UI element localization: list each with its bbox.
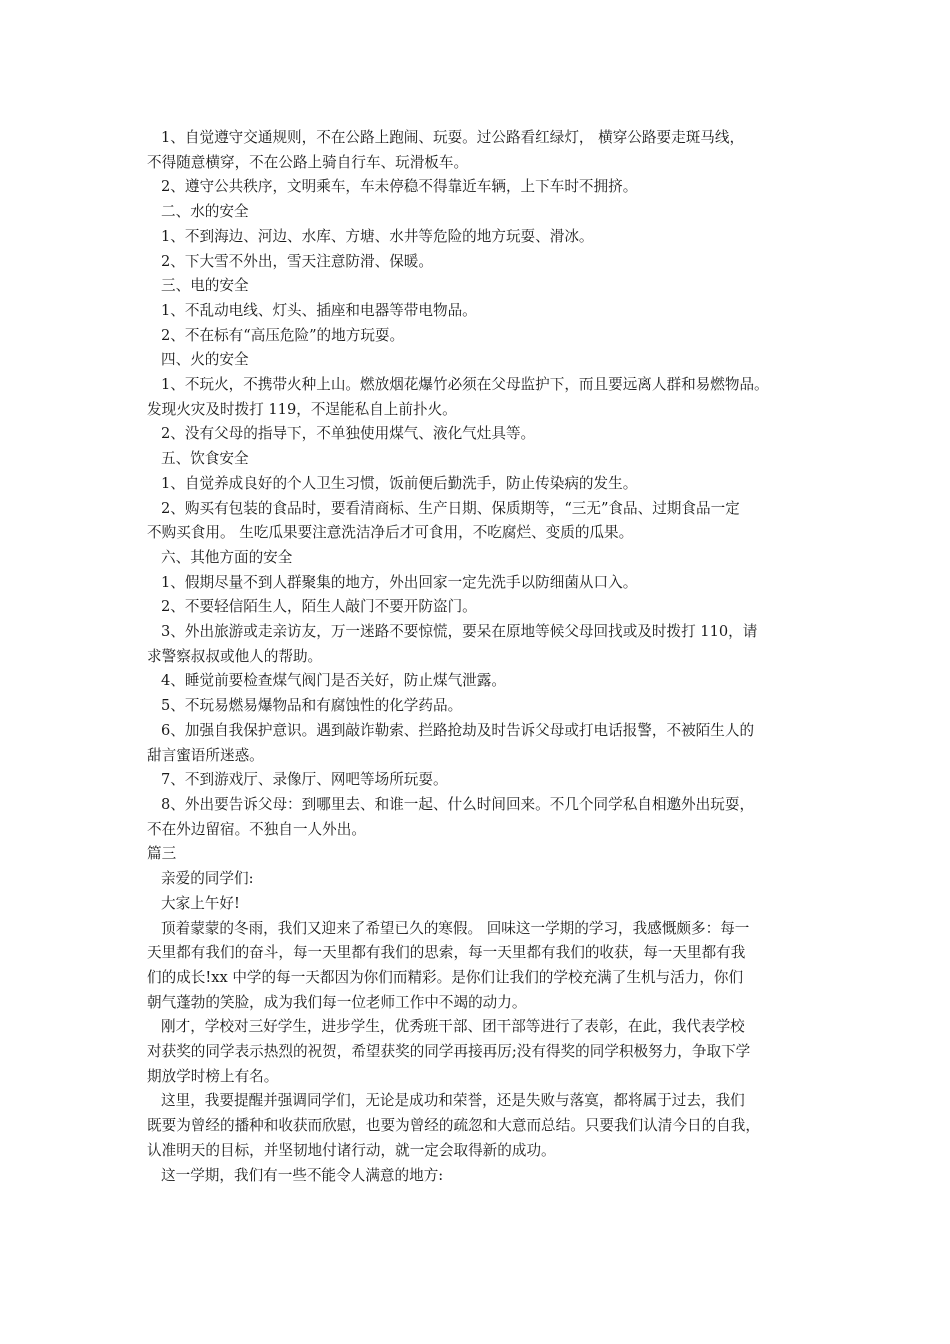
document-body: [147, 126, 819, 1188]
text-line: 发现火灾及时拨打 119，不逞能私自上前扑火。: [147, 400, 457, 418]
text-line: 2、不要轻信陌生人，陌生人敲门不要开防盗门。: [161, 598, 477, 616]
section-heading-electricity: 三、电的安全: [161, 277, 249, 295]
text-line: 期放学时榜上有名。: [147, 1067, 279, 1085]
text-line: 5、不玩易燃易爆物品和有腐蚀性的化学药品。: [161, 697, 463, 715]
text-line: 7、不到游戏厅、录像厅、网吧等场所玩耍。: [161, 771, 448, 789]
text-line: 求警察叔叔或他人的帮助。: [147, 647, 323, 665]
salutation: 亲爱的同学们:: [161, 870, 254, 888]
text-line: 甜言蜜语所迷惑。: [147, 746, 264, 764]
text-line: 天里都有我们的奋斗，每一天里都有我们的思索，每一天里都有我们的收获，每一天里都有我: [147, 944, 746, 962]
text-line: 这一学期，我们有一些不能令人满意的地方:: [161, 1166, 444, 1184]
text-line: 认准明天的目标，并坚韧地付诸行动，就一定会取得新的成功。: [147, 1141, 556, 1159]
text-line: 对获奖的同学表示热烈的祝贺，希望获奖的同学再接再厉;没有得奖的同学积极努力，争取下学: [147, 1043, 751, 1061]
text-line: 1、不到海边、河边、水库、方塘、水井等危险的地方玩耍、滑冰。: [161, 227, 594, 245]
text-line: 1、假期尽量不到人群聚集的地方，外出回家一定先洗手以防细菌从口入。: [161, 573, 638, 591]
text-line: 2、下大雪不外出，雪天注意防滑、保暖。: [161, 252, 433, 270]
text-line: 们的成长!xx 中学的每一天都因为你们而精彩。是你们让我们的学校充满了生机与活力，你们: [147, 968, 744, 986]
text-line: 这里，我要提醒并强调同学们，无论是成功和荣誉，还是失败与落寞，都将属于过去，我们: [161, 1092, 745, 1110]
text-line: 4、睡觉前要检查煤气阀门是否关好，防止煤气泄露。: [161, 672, 506, 690]
text-line: 不购买食用。 生吃瓜果要注意洗洁净后才可食用，不吃腐烂、变质的瓜果。: [147, 524, 634, 542]
section-heading-fire: 四、火的安全: [161, 351, 249, 369]
text-line: 不得随意横穿，不在公路上骑自行车、玩滑板车。: [147, 153, 469, 171]
text-line: 不在外边留宿。不独自一人外出。: [147, 820, 366, 838]
greeting: 大家上午好!: [161, 894, 240, 912]
section-heading-other: 六、其他方面的安全: [161, 548, 293, 566]
text-line: 既要为曾经的播种和收获而欣慰，也要为曾经的疏忽和大意而总结。只要我们认清今日的自我，: [147, 1117, 760, 1135]
section-heading-water: 二、水的安全: [161, 203, 249, 221]
text-line: 朝气蓬勃的笑脸，成为我们每一位老师工作中不竭的动力。: [147, 993, 527, 1011]
text-line: 1、自觉养成良好的个人卫生习惯，饭前便后勤洗手，防止传染病的发生。: [161, 474, 638, 492]
text-line: 3、外出旅游或走亲访友，万一迷路不要惊慌，要呆在原地等候父母回找或及时拨打 110，请: [161, 623, 758, 641]
text-line: 2、不在标有“高压危险”的地方玩耍。: [161, 326, 405, 344]
text-line: 6、加强自我保护意识。遇到敲诈勒索、拦路抢劫及时告诉父母或打电话报警，不被陌生人的: [161, 721, 755, 739]
text-line: 2、没有父母的指导下，不单独使用煤气、液化气灶具等。: [161, 425, 536, 443]
text-line: 1、不玩火，不携带火种上山。燃放烟花爆竹必须在父母监护下，而且要远离人群和易燃物品。: [161, 376, 769, 394]
text-line: 8、外出要告诉父母：到哪里去、和谁一起、什么时间回来。不几个同学私自相邀外出玩耍，: [161, 795, 755, 813]
text-line: 2、遵守公共秩序，文明乘车，车未停稳不得靠近车辆，上下车时不拥挤。: [161, 178, 638, 196]
text-line: 顶着蒙蒙的冬雨，我们又迎来了希望已久的寒假。 回味这一学期的学习，我感慨颇多：每一: [161, 919, 750, 937]
text-line: 刚才，学校对三好学生，进步学生，优秀班干部、团干部等进行了表彰，在此，我代表学校: [161, 1018, 745, 1036]
part-heading: 篇三: [147, 845, 177, 863]
text-line: 1、不乱动电线、灯头、插座和电器等带电物品。: [161, 301, 477, 319]
section-heading-food: 五、饮食安全: [161, 450, 249, 468]
text-line: 1、自觉遵守交通规则，不在公路上跑闹、玩耍。过公路看红绿灯， 横穿公路要走斑马线，: [161, 129, 745, 146]
text-line: 2、购买有包装的食品时，要看清商标、生产日期、保质期等，“三无”食品、过期食品一定: [161, 499, 740, 517]
